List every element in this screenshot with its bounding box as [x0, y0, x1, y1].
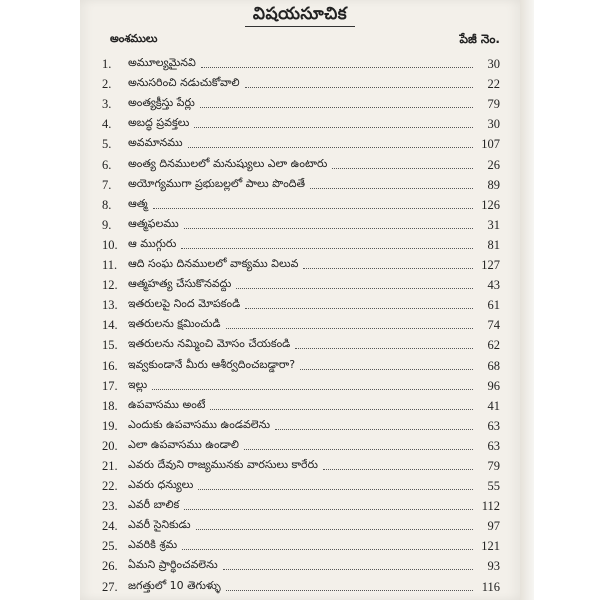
toc-entry [102, 273, 500, 293]
toc-entry [102, 414, 500, 434]
dot-leader [223, 568, 473, 570]
dot-leader [244, 448, 473, 450]
dot-leader [245, 86, 473, 88]
entry-title: అంత్య దినములలో మనుష్యులు ఎలా ఉంటారు [128, 156, 328, 170]
entry-number: 2. [102, 77, 112, 92]
toc-entry [102, 333, 500, 353]
entry-number: 1. [102, 57, 112, 72]
entry-title: ఎలా ఉపవాసము ఉండాలి [128, 437, 239, 451]
entry-number: 23. [102, 499, 118, 514]
toc-entry [102, 374, 500, 394]
dot-leader [295, 347, 473, 349]
entry-title: ఇతరులను క్షమించుడి [128, 317, 221, 331]
toc-entry [102, 494, 500, 514]
entry-title: ఏమని ప్రార్థించవలెను [128, 558, 218, 572]
entry-number: 24. [102, 519, 118, 534]
dot-leader [201, 66, 473, 68]
entry-number: 15. [102, 338, 118, 353]
contents-page [80, 0, 520, 600]
toc-entry [102, 293, 500, 313]
entry-title: ఎవరు ధన్యులు [128, 478, 194, 492]
toc-entry [102, 454, 500, 474]
entry-title: అయోగ్యముగా ప్రభుబల్లలో పాలు పొందితే [128, 176, 306, 190]
toc-entry [102, 112, 500, 132]
entry-title: అంత్యక్రీస్తు పేర్లు [128, 96, 195, 110]
dot-leader [200, 106, 473, 108]
entry-number: 13. [102, 298, 118, 313]
entry-title: ఎవరికి శ్రమ [128, 538, 178, 552]
entry-number: 21. [102, 458, 118, 473]
toc-entry [102, 92, 500, 112]
toc-entry [102, 213, 500, 233]
dot-leader [226, 589, 473, 591]
dot-leader [188, 146, 473, 148]
entry-title: ఇతరులను నమ్మించి మోసం చేయకండి [128, 337, 291, 351]
page-title: విషయసూచిక [252, 4, 348, 24]
entry-page-number: 97 [487, 519, 500, 534]
dot-leader [323, 468, 473, 470]
entry-title: ఇల్లు [128, 377, 148, 391]
table-of-contents [102, 52, 500, 595]
entry-number: 12. [102, 278, 118, 293]
toc-entry [102, 474, 500, 494]
entry-page-number: 126 [481, 197, 500, 212]
entry-number: 11. [102, 258, 118, 273]
toc-entry [102, 253, 500, 273]
entry-number: 25. [102, 539, 118, 554]
entry-page-number: 81 [487, 237, 500, 252]
dot-leader [181, 247, 473, 249]
entry-title: అమూల్యమైనవి [128, 56, 196, 70]
entry-number: 19. [102, 418, 118, 433]
entry-title: ఎవరీ సైనికుడు [128, 518, 191, 532]
dot-leader [194, 126, 473, 128]
dot-leader [236, 287, 473, 289]
entry-number: 22. [102, 479, 118, 494]
entry-number: 27. [102, 579, 118, 594]
entry-title: ఎవరు దేవుని రాజ్యమునకు వారసులు కారేరు [128, 457, 318, 471]
toc-entry [102, 193, 500, 213]
entry-page-number: 93 [487, 559, 500, 574]
dot-leader [210, 408, 473, 410]
entry-number: 16. [102, 358, 118, 373]
entry-page-number: 30 [487, 57, 500, 72]
entry-number: 26. [102, 559, 118, 574]
dot-leader [275, 428, 473, 430]
dot-leader [153, 207, 473, 209]
toc-entry [102, 353, 500, 373]
entry-title: ఇతరులపై నింద మోపకండి [128, 297, 241, 311]
toc-entry [102, 434, 500, 454]
entry-page-number: 107 [481, 137, 500, 152]
toc-entry [102, 233, 500, 253]
toc-entry [102, 574, 500, 594]
entry-page-number: 74 [487, 318, 500, 333]
entry-number: 7. [102, 177, 112, 192]
dot-leader [332, 167, 473, 169]
entry-page-number: 62 [487, 338, 500, 353]
entry-title: జగత్తులో 10 తెగుళ్ళు [128, 578, 221, 592]
entry-number: 5. [102, 137, 112, 152]
toc-entry [102, 534, 500, 554]
entry-page-number: 26 [487, 157, 500, 172]
toc-entry [102, 173, 500, 193]
entry-page-number: 22 [487, 77, 500, 92]
entry-page-number: 68 [487, 358, 500, 373]
dot-leader [184, 508, 473, 510]
entry-page-number: 121 [481, 539, 500, 554]
entry-title: ఇవ్వకుండానే మీరు ఆశీర్వదించబడ్డారా? [128, 357, 296, 371]
page-edge [520, 0, 534, 600]
entry-number: 10. [102, 237, 118, 252]
entry-title: ఆత్మఫలము [128, 216, 179, 230]
entry-title: ఆ ముగ్గురు [128, 236, 177, 250]
entry-title: అబద్ధ ప్రవక్తలు [128, 116, 190, 130]
toc-entry [102, 152, 500, 172]
dot-leader [184, 227, 473, 229]
entry-title: ఎవరీ బాలిక [128, 498, 180, 512]
entry-page-number: 63 [487, 438, 500, 453]
entry-page-number: 63 [487, 418, 500, 433]
entry-page-number: 61 [487, 298, 500, 313]
entry-page-number: 116 [481, 579, 500, 594]
entry-number: 18. [102, 398, 118, 413]
entry-number: 9. [102, 217, 112, 232]
entry-number: 14. [102, 318, 118, 333]
entry-title: అవమానము [128, 136, 183, 150]
entry-page-number: 112 [481, 499, 500, 514]
entry-number: 17. [102, 378, 118, 393]
entry-page-number: 127 [481, 258, 500, 273]
entry-number: 20. [102, 438, 118, 453]
toc-entry [102, 394, 500, 414]
entry-page-number: 89 [487, 177, 500, 192]
toc-entry [102, 514, 500, 534]
dot-leader [245, 307, 473, 309]
dot-leader [196, 528, 473, 530]
dot-leader [300, 368, 473, 370]
topics-column-header: అంశములు [110, 32, 158, 45]
entry-title: ఉపవాసము అంటే [128, 397, 206, 411]
dot-leader [198, 488, 473, 490]
entry-page-number: 55 [487, 479, 500, 494]
entry-title: ఆత్మహత్య చేసుకొనవద్దు [128, 277, 232, 291]
entry-title: అనుసరించి నడుచుకోవాలి [128, 76, 240, 90]
entry-page-number: 96 [487, 378, 500, 393]
title-underline [245, 26, 355, 27]
entry-title: ఎందుకు ఉపవాసము ఉండవలెను [128, 417, 271, 431]
toc-entry [102, 72, 500, 92]
dot-leader [226, 327, 473, 329]
entry-number: 6. [102, 157, 112, 172]
toc-entry [102, 554, 500, 574]
page-number-column-header: పేజీ నెం. [459, 32, 500, 46]
entry-page-number: 30 [487, 117, 500, 132]
entry-page-number: 43 [487, 278, 500, 293]
toc-entry [102, 313, 500, 333]
entry-number: 3. [102, 97, 112, 112]
entry-page-number: 41 [487, 398, 500, 413]
entry-title: ఆది సంఘ దినములలో వాక్యము విలువ [128, 257, 299, 271]
entry-page-number: 79 [487, 458, 500, 473]
entry-title: ఆత్మ [128, 196, 148, 210]
dot-leader [303, 267, 473, 269]
dot-leader [182, 548, 473, 550]
entry-number: 4. [102, 117, 112, 132]
entry-number: 8. [102, 197, 112, 212]
toc-entry [102, 132, 500, 152]
dot-leader [152, 388, 473, 390]
entry-page-number: 79 [487, 97, 500, 112]
toc-entry [102, 52, 500, 72]
entry-page-number: 31 [487, 217, 500, 232]
dot-leader [310, 187, 473, 189]
